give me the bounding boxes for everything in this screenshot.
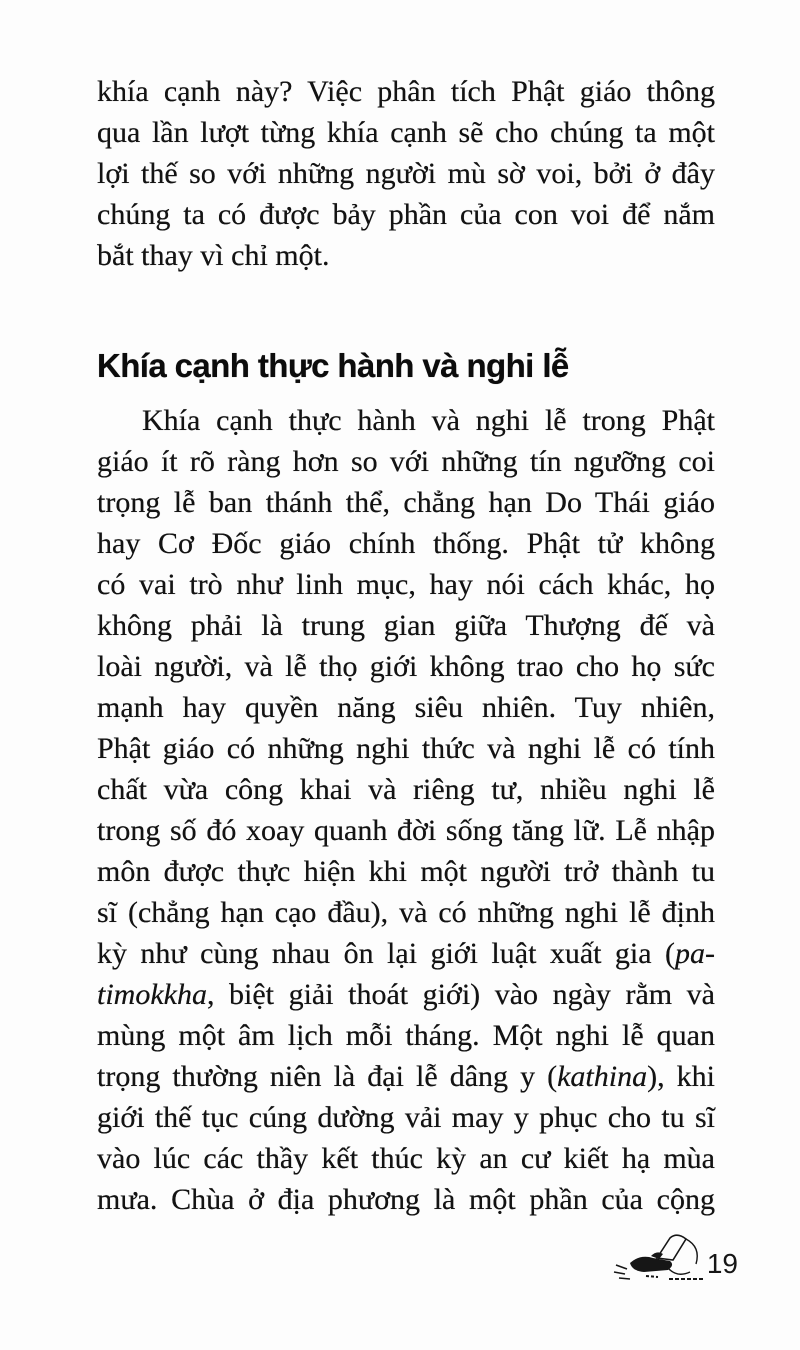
text-segment: kỳ như cùng nhau ôn lại giới luật xuất gia ( — [97, 937, 675, 970]
text-line — [97, 441, 715, 482]
text-block — [97, 71, 715, 1220]
text-segment: chúng ta có được bảy phần của con voi để nắm — [97, 198, 715, 231]
page-footer — [613, 1232, 738, 1288]
text-line — [97, 235, 715, 276]
text-segment: vào lúc các thầy kết thúc kỳ an cư kiết hạ mùa — [97, 1142, 715, 1175]
paragraph-practice-ritual — [97, 400, 715, 1220]
text-segment: ), khi — [647, 1060, 715, 1093]
italic-term: kathina — [557, 1060, 648, 1093]
text-segment: không phải là trung gian giữa Thượng đế và — [97, 609, 715, 642]
ink-sketch-figure-icon — [613, 1232, 705, 1288]
text-line — [97, 112, 715, 153]
text-line — [97, 194, 715, 235]
text-line — [97, 482, 715, 523]
text-segment: trọng thường niên là đại lễ dâng y ( — [97, 1060, 558, 1093]
text-line — [97, 564, 715, 605]
text-segment: lợi thế so với những người mù sờ voi, bởi ở đây — [97, 157, 715, 190]
text-line — [97, 1097, 715, 1138]
text-segment: giới thế tục cúng dường vải may y phục cho tu sĩ — [97, 1101, 715, 1134]
text-line — [97, 1179, 715, 1220]
text-segment: , biệt giải thoát giới) vào ngày rằm và — [206, 978, 715, 1011]
text-line — [97, 892, 715, 933]
text-line — [97, 769, 715, 810]
text-segment: giáo ít rõ ràng hơn so với những tín ngưỡng coi — [97, 445, 715, 478]
text-segment: sĩ (chẳng hạn cạo đầu), và có những nghi lễ định — [97, 896, 715, 929]
text-segment: bắt thay vì chỉ một. — [97, 239, 330, 272]
text-segment: môn được thực hiện khi một người trở thành tu — [97, 855, 715, 888]
text-segment: trong số đó xoay quanh đời sống tăng lữ. Lễ nhập — [97, 814, 715, 847]
text-line — [97, 687, 715, 728]
text-segment: loài người, và lễ thọ giới không trao cho họ sức — [97, 650, 715, 683]
text-line — [97, 153, 715, 194]
text-line — [97, 400, 715, 441]
text-line — [97, 851, 715, 892]
text-line — [97, 605, 715, 646]
text-line — [97, 974, 715, 1015]
text-segment: qua lần lượt từng khía cạnh sẽ cho chúng ta một — [97, 116, 715, 149]
text-segment: Khía cạnh thực hành và nghi lễ trong Phật — [142, 404, 715, 437]
paragraph-continuation — [97, 71, 715, 276]
text-line — [97, 1056, 715, 1097]
text-segment: Phật giáo có những nghi thức và nghi lễ có tính — [97, 732, 715, 765]
text-line — [97, 933, 715, 974]
text-segment: mưa. Chùa ở địa phương là một phần của cộng — [97, 1183, 715, 1216]
text-segment: mạnh hay quyền năng siêu nhiên. Tuy nhiên, — [97, 691, 715, 724]
text-segment: có vai trò như linh mục, hay nói cách khác, họ — [97, 568, 715, 601]
text-line — [97, 1138, 715, 1179]
text-line — [97, 810, 715, 851]
italic-term: timokkha — [97, 978, 207, 1011]
text-segment: mùng một âm lịch mỗi tháng. Một nghi lễ quan — [97, 1019, 715, 1052]
text-segment: hay Cơ Đốc giáo chính thống. Phật tử không — [97, 527, 715, 560]
text-line — [97, 646, 715, 687]
section-heading: Khía cạnh thực hành và nghi lễ — [97, 347, 569, 384]
italic-term: pa- — [675, 937, 715, 970]
page-number: 19 — [706, 1248, 738, 1279]
text-segment: trọng lễ ban thánh thể, chẳng hạn Do Thái giáo — [97, 486, 715, 519]
text-line — [97, 523, 715, 564]
text-line — [97, 728, 715, 769]
text-line — [97, 71, 715, 112]
text-segment: chất vừa công khai và riêng tư, nhiều nghi lễ — [97, 773, 715, 806]
text-line — [97, 1015, 715, 1056]
text-segment: khía cạnh này? Việc phân tích Phật giáo thông — [97, 75, 715, 108]
